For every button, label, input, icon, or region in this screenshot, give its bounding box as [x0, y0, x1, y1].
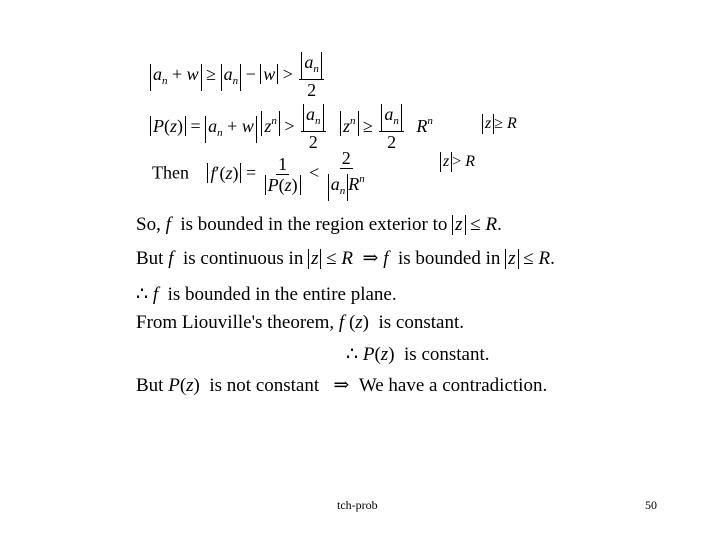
then-label: Then	[152, 162, 189, 183]
text-line-1: So, f is bounded in the region exterior to z ≤ R.	[136, 214, 502, 235]
footer-label: tch-prob	[337, 498, 378, 512]
text-line-3: ∴ f is bounded in the entire plane.	[136, 284, 397, 305]
equation-2: $P(z) = a_n + w$ $z^n$ > $\frac{a_n}{2}$ $z^n$ ≥ $\frac{a_n}{2}$ $R^n$ z ≥ R	[150, 104, 433, 152]
text-line-5: ∴ P(z) is constant.	[346, 344, 490, 365]
page-number: 50	[645, 498, 657, 512]
text-line-2: But f is continuous in z ≤ R ⇒ f is bounded in z ≤ R.	[136, 248, 555, 269]
fraction-an-over-2-a: $\frac{a_n}{2}$	[301, 104, 326, 152]
text-line-4: From Liouville's theorem, f (z) is constant.	[136, 312, 464, 333]
equation-1: $a_n + w \ge a_n - w$ > $\frac{a_n}{2}$	[150, 52, 326, 100]
text-line-6: But P(z) is not constant ⇒ We have a contradiction.	[136, 375, 548, 396]
fraction-an-over-2-b: $\frac{a_n}{2}$	[379, 104, 404, 152]
fraction-2-over-anrn: $\frac{2}{a_n R^n}$	[326, 148, 367, 201]
fraction-an-over-2: $\frac{a_n}{2}$	[299, 52, 324, 100]
equation-3: Then f′(z) = $\frac{1}{P(z)}$ < $\frac{2}{a_n R^n}$ z > R	[152, 148, 369, 201]
fraction-1-over-pz: $\frac{1}{P(z)}$	[263, 154, 303, 195]
